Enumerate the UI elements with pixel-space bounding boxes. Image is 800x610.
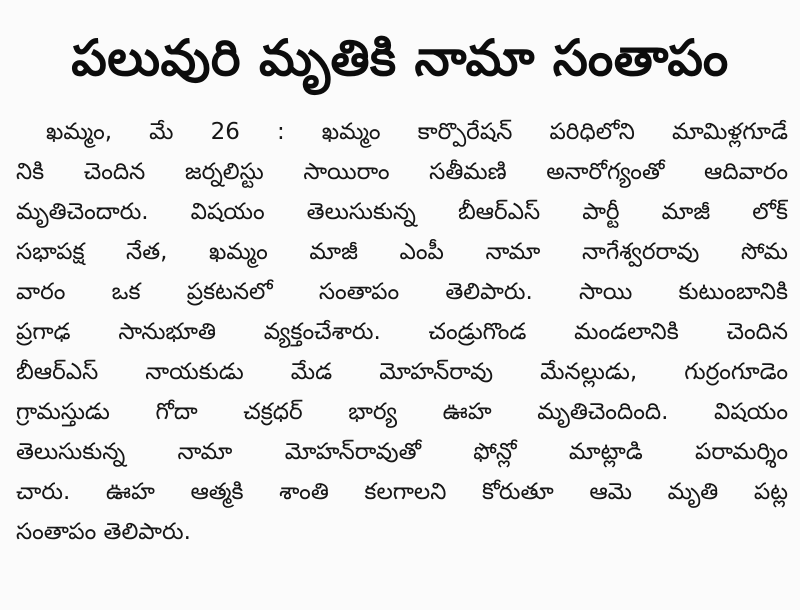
article-line: నికి చెందిన జర్నలిస్టు సాయిరాం సతీమణి అనారోగ్యంతో ఆదివారం xyxy=(16,159,788,185)
article-line: బీఆర్ఎస్ నాయకుడు మేడ మోహన్‌రావు మేనల్లుడు, గుర్రంగూడెం xyxy=(16,359,788,385)
article-line: వారం ఒక ప్రకటనలో సంతాపం తెలిపారు. సాయి కుటుంబానికి xyxy=(16,279,788,305)
article-line: తెలుసుకున్న నామా మోహన్‌రావుతో ఫోన్లో మాట్లాడి పరామర్శిం xyxy=(16,439,788,465)
article-line: సంతాపం తెలిపారు. xyxy=(16,519,191,545)
article-line: చారు. ఊహ ఆత్మకి శాంతి కలగాలని కోరుతూ ఆమె మృతి పట్ల xyxy=(16,479,788,505)
article-headline: పలువురి మృతికి నామా సంతాపం xyxy=(71,29,729,87)
article-line: ఖమ్మం, మే 26 : ఖమ్మం కార్పొరేషన్ పరిధిలోని మామిళ్లగూడే xyxy=(46,119,788,145)
article-line: ప్రగాఢ సానుభూతి వ్యక్తంచేశారు. చండ్రుగొండ మండలానికి చెందిన xyxy=(16,319,788,345)
article-line: సభాపక్ష నేత, ఖమ్మం మాజీ ఎంపీ నామా నాగేశ్వరరావు సోమ xyxy=(16,239,788,265)
article-line: గ్రామస్తుడు గోదా చక్రధర్ భార్య ఊహ మృతిచెందింది. విషయం xyxy=(16,399,788,425)
article-body xyxy=(16,112,788,602)
article-line: మృతిచెందారు. విషయం తెలుసుకున్న బీఆర్ఎస్ పార్టీ మాజీ లోక్ xyxy=(16,199,788,225)
